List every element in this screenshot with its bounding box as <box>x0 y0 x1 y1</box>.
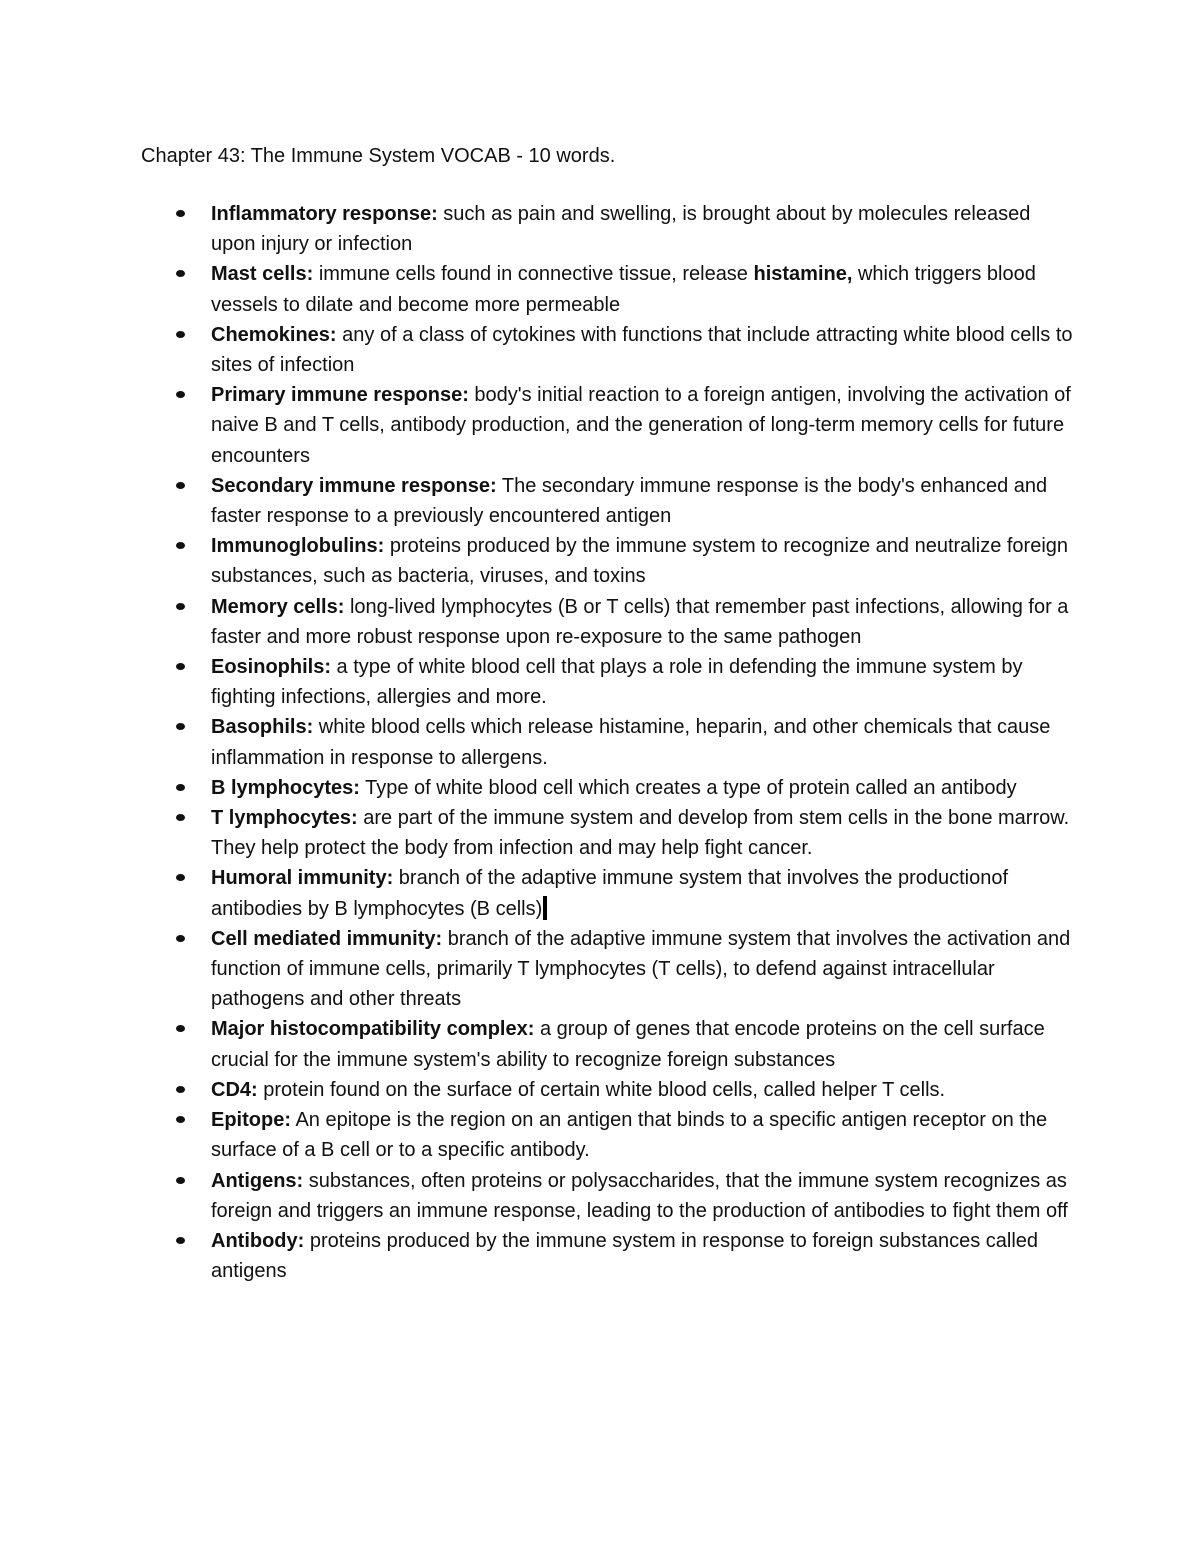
vocab-item <box>211 320 1073 380</box>
vocab-definition: any of a class of cytokines with functions that include attracting white blood cells to sites of infection <box>211 323 1073 377</box>
bullet-icon <box>176 784 185 791</box>
vocab-definition: An epitope is the region on an antigen that binds to a specific antigen receptor on the surface of a B cell or to a specific antibody. <box>211 1109 1048 1162</box>
vocab-term: Eosinophils: <box>211 656 331 679</box>
vocab-term: Antigens: <box>211 1169 304 1192</box>
document-title: Chapter 43: The Immune System VOCAB - 10 words. <box>141 145 616 167</box>
bullet-icon <box>176 814 185 821</box>
bullet-icon <box>176 1116 185 1123</box>
bullet-icon <box>176 874 185 881</box>
vocab-item <box>211 1226 1073 1286</box>
vocab-term: Immunoglobulins: <box>211 535 385 558</box>
vocab-definition: protein found on the surface of certain white blood cells, called helper T cells. <box>257 1078 946 1101</box>
bullet-icon <box>176 723 185 730</box>
vocab-item <box>211 380 1073 471</box>
vocab-definition: are part of the immune system and develop from stem cells in the bone marrow. They help protect the body from infection and may help fight cancer. <box>211 807 1070 860</box>
vocab-item <box>211 773 1073 803</box>
vocab-item <box>211 863 1073 923</box>
vocab-definition: body's initial reaction to a foreign antigen, involving the activation of naive B and T cells, antibody production, and the generation of long-term memory cells for future encounters <box>211 384 1071 467</box>
vocab-term: Primary immune response: <box>211 384 469 407</box>
vocab-item <box>211 803 1073 863</box>
vocab-item <box>211 471 1073 531</box>
vocab-term: T lymphocytes: <box>211 807 358 830</box>
vocab-item <box>211 1075 1073 1105</box>
vocab-definition: white blood cells which release histamine, heparin, and other chemicals that cause inflammation in response to allergens. <box>211 716 1051 769</box>
bullet-icon <box>176 1237 185 1244</box>
vocab-term: Major histocompatibility complex: <box>211 1018 535 1041</box>
bullet-icon <box>176 482 185 489</box>
bullet-icon <box>176 331 185 338</box>
vocab-definition: Type of white blood cell which creates a type of protein called an antibody <box>359 776 1017 799</box>
bullet-icon <box>176 391 185 398</box>
vocab-item <box>211 592 1073 652</box>
vocab-term: Mast cells: <box>211 263 314 286</box>
bullet-icon <box>176 270 185 277</box>
vocab-item <box>211 652 1073 712</box>
vocab-definition: proteins produced by the immune system to recognize and neutralize foreign substances, such as bacteria, viruses, and toxins <box>211 535 1069 588</box>
bullet-icon <box>176 663 185 670</box>
vocab-emphasis: histamine, <box>753 263 853 286</box>
vocab-definition: long-lived lymphocytes (B or T cells) that remember past infections, allowing for a faster and more robust response upon re-exposure to the same pathogen <box>211 595 1069 648</box>
vocab-item <box>211 1105 1073 1165</box>
vocab-term: CD4: <box>211 1078 258 1101</box>
vocab-term: B lymphocytes: <box>211 776 360 799</box>
vocab-term: Chemokines: <box>211 323 337 346</box>
vocab-item <box>211 531 1073 591</box>
vocab-definition: branch of the adaptive immune system that involves the activation and function of immune cells, primarily T lymphocytes (T cells), to defend against intracellular pathogens and other threats <box>211 927 1071 1011</box>
bullet-icon <box>176 1086 185 1093</box>
vocab-item <box>211 712 1073 772</box>
bullet-icon <box>176 603 185 610</box>
vocab-item <box>211 1014 1073 1074</box>
vocab-definition: a group of genes that encode proteins on the cell surface crucial for the immune system's ability to recognize foreign substances <box>211 1018 1045 1071</box>
vocab-item <box>211 259 1073 319</box>
vocab-item <box>211 924 1073 1015</box>
vocab-definition: substances, often proteins or polysaccharides, that the immune system recognizes as foreign and triggers an immune response, leading to the production of antibodies to fight them off <box>211 1169 1068 1222</box>
vocab-definition: a type of white blood cell that plays a role in defending the immune system by fighting infections, allergies and more. <box>211 656 1023 709</box>
vocab-term: Epitope: <box>211 1109 291 1132</box>
vocab-list <box>211 199 1073 1286</box>
vocab-term: Antibody: <box>211 1229 305 1252</box>
vocab-definition: immune cells found in connective tissue, release <box>313 263 754 286</box>
bullet-icon <box>176 542 185 549</box>
vocab-item <box>211 1166 1073 1226</box>
vocab-definition: branch of the adaptive immune system that involves the productionof antibodies by B lymphocytes (B cells) <box>211 867 1009 920</box>
bullet-icon <box>176 1025 185 1032</box>
vocab-term: Inflammatory response: <box>211 203 438 225</box>
text-cursor <box>543 896 547 920</box>
vocab-term: Memory cells: <box>211 595 345 618</box>
bullet-icon <box>176 935 185 942</box>
bullet-icon <box>176 1177 185 1184</box>
bullet-icon <box>176 210 185 217</box>
vocab-term: Humoral immunity: <box>211 867 394 890</box>
vocab-definition: such as pain and swelling, is brought about by molecules released upon injury or infection <box>211 203 1031 256</box>
vocab-term: Basophils: <box>211 716 314 739</box>
vocab-definition: The secondary immune response is the body's enhanced and faster response to a previously encountered antigen <box>211 474 1048 528</box>
vocab-term: Secondary immune response: <box>211 474 497 497</box>
vocab-term: Cell mediated immunity: <box>211 927 443 950</box>
vocab-item <box>211 199 1073 259</box>
vocab-definition: proteins produced by the immune system in response to foreign substances called antigens <box>211 1229 1039 1283</box>
vocab-definition-continued: which triggers blood vessels to dilate and become more permeable <box>211 263 1036 316</box>
